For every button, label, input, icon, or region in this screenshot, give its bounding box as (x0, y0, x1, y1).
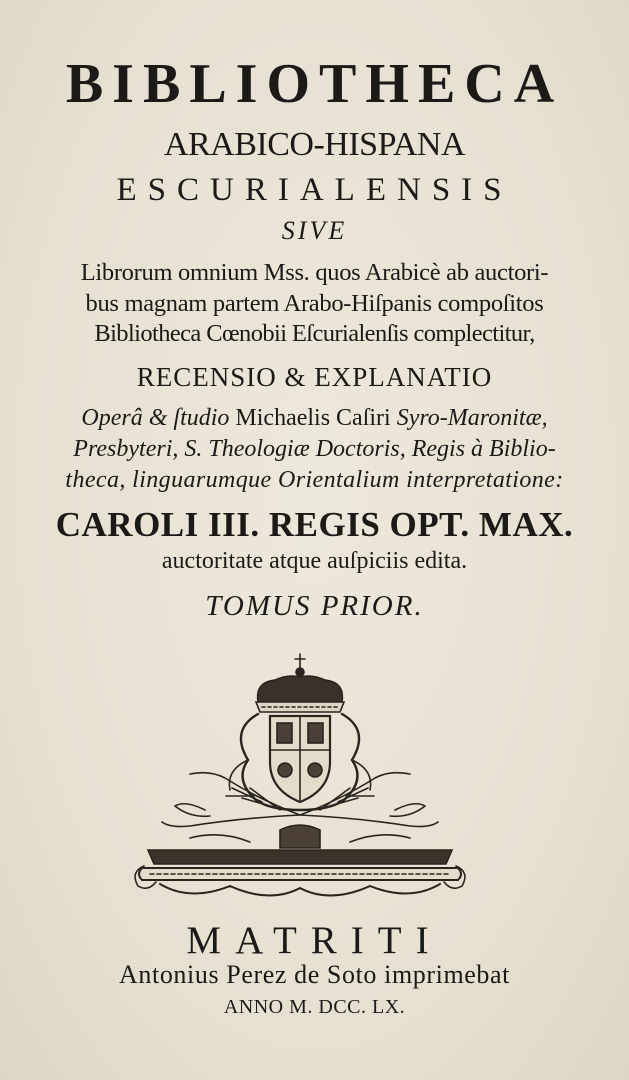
imprint-year: ANNO M. DCC. LX. (223, 996, 406, 1018)
volume-label: TOMUS PRIOR. (205, 590, 424, 622)
author-name: Michaelis Caſiri (229, 405, 397, 431)
author-opera: Operâ & ſtudio (81, 405, 230, 431)
title-main: BIBLIOTHECA (65, 53, 564, 115)
author-line-2: Presbyteri, S. Theologiæ Doctoris, Regis à Biblio- (73, 436, 556, 462)
authority-line: auctoritate atque auſpiciis edita. (161, 548, 468, 574)
title-sive: SIVE (281, 216, 348, 245)
title-escurialensis: ESCURIALENSIS (116, 172, 513, 208)
author-line-1 (0, 405, 629, 432)
author-origin: Syro-Maronitæ, (396, 405, 548, 431)
imprint-city: MATRITI (186, 919, 443, 962)
description-line-1: Librorum omnium Mss. quos Arabicè ab auctori- (80, 259, 549, 286)
title-subtitle: ARABICO-HISPANA (163, 126, 466, 163)
patron-line: CAROLI III. REGIS OPT. MAX. (55, 505, 574, 544)
royal-crest-icon (130, 650, 470, 912)
recensio-heading: RECENSIO & EXPLANATIO (136, 362, 493, 392)
author-line-3: theca, linguarumque Orientalium interpretatione: (65, 467, 564, 493)
description-line-3: Bibliotheca Cœnobii Eſcurialenſis complectitur, (94, 320, 535, 347)
imprint-printer: Antonius Perez de Soto imprimebat (119, 960, 510, 989)
description-line-2: bus magnam partem Arabo-Hiſpanis compoſitos (85, 290, 544, 317)
